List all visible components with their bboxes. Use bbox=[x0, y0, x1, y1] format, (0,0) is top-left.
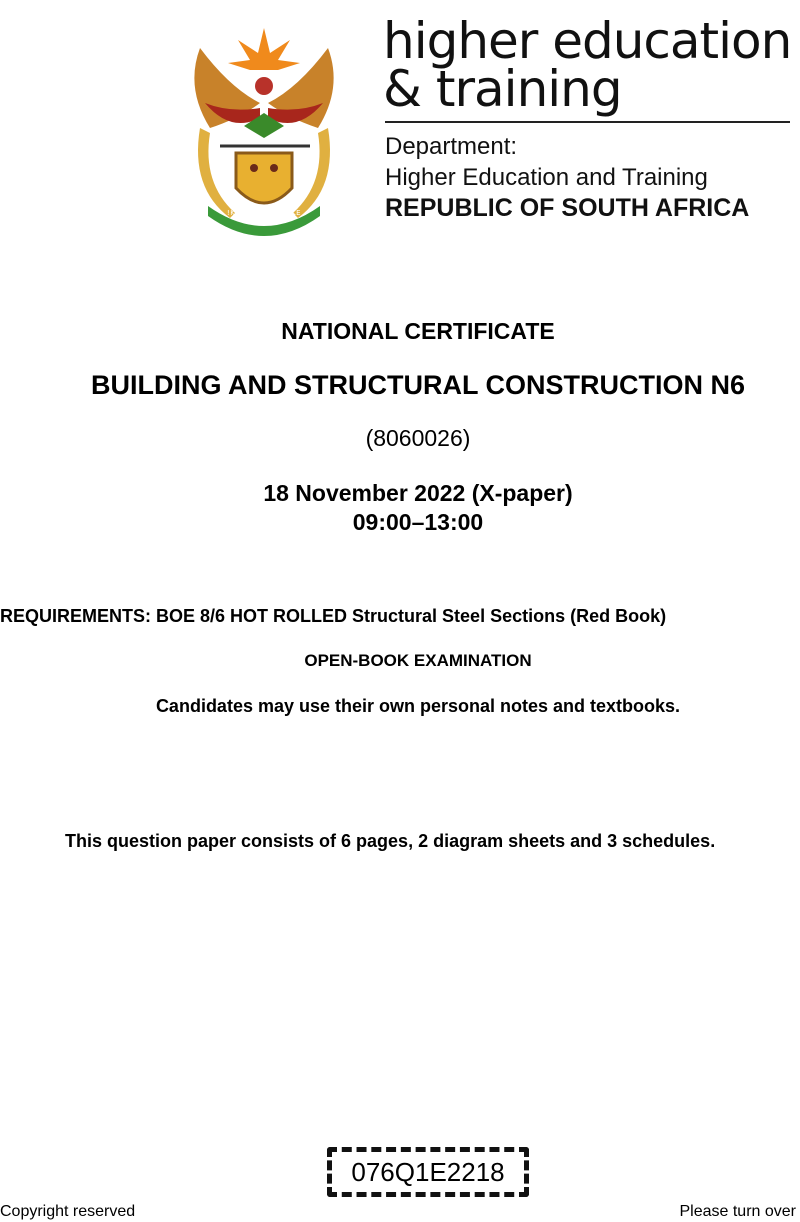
coat-of-arms-motto: !KE E: /XARRA //KE bbox=[226, 209, 302, 217]
country-name: REPUBLIC OF SOUTH AFRICA bbox=[385, 194, 750, 222]
copyright-text: Copyright reserved bbox=[0, 1203, 136, 1220]
candidate-notes: Candidates may use their own personal notes and textbooks. bbox=[155, 696, 681, 716]
subject-title: BUILDING AND STRUCTURAL CONSTRUCTION N6 bbox=[91, 370, 745, 400]
logo-divider bbox=[385, 121, 790, 123]
subject-code: (8060026) bbox=[365, 425, 471, 451]
exam-date: 18 November 2022 (X-paper) bbox=[263, 480, 573, 506]
page-count-text: This question paper consists of 6 pages, 2 diagram sheets and 3 schedules. bbox=[65, 831, 716, 851]
paper-code-box: 076Q1E2218 bbox=[327, 1147, 529, 1197]
department-name: Higher Education and Training bbox=[385, 164, 708, 191]
certificate-title: NATIONAL CERTIFICATE bbox=[281, 318, 555, 344]
exam-time: 09:00–13:00 bbox=[352, 509, 484, 535]
turn-over-text: Please turn over bbox=[679, 1203, 796, 1220]
exam-type: OPEN-BOOK EXAMINATION bbox=[304, 651, 532, 670]
logo-line-1: higher education bbox=[383, 12, 792, 70]
logo-line-2: & training bbox=[383, 60, 622, 118]
department-label: Department: bbox=[385, 133, 518, 160]
requirements-text: REQUIREMENTS: BOE 8/6 HOT ROLLED Structural Steel Sections (Red Book) bbox=[0, 606, 667, 626]
